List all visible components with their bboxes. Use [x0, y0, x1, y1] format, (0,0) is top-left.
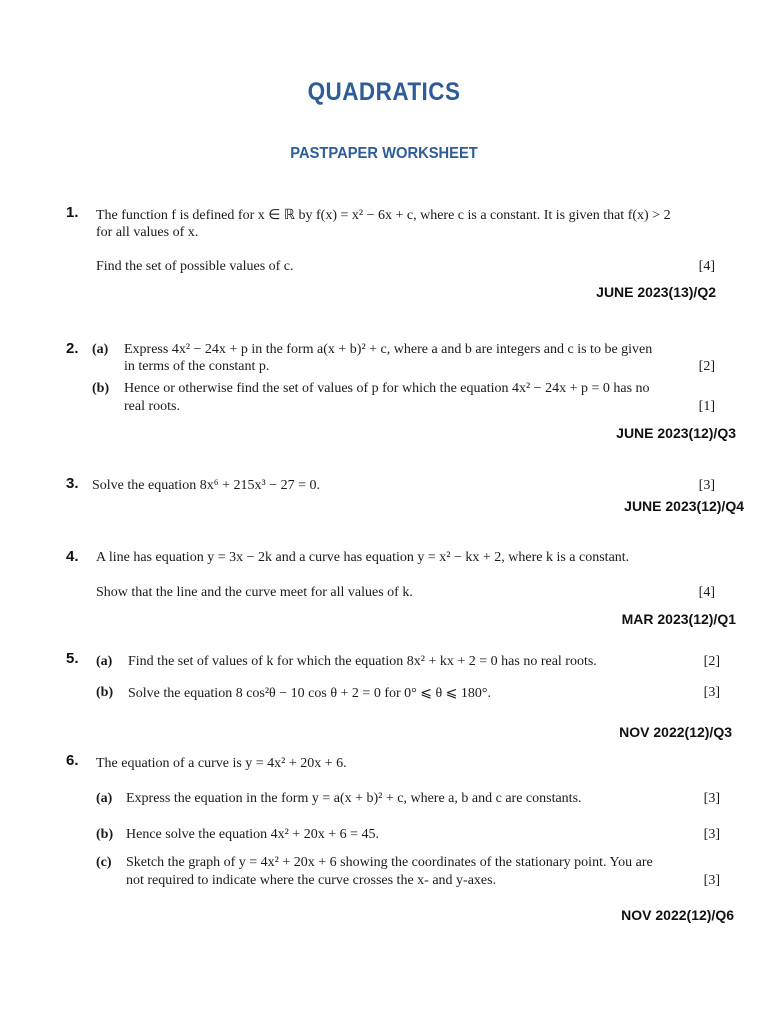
- question-5-number: 5.: [66, 650, 79, 667]
- question-6c-line-1: Sketch the graph of y = 4x² + 20x + 6 showing the coordinates of the stationary point. You are: [126, 855, 653, 870]
- question-2b-label: (b): [92, 381, 110, 396]
- question-6-line-1: The equation of a curve is y = 4x² + 20x + 6.: [96, 756, 347, 771]
- question-2-number: 2.: [66, 340, 79, 357]
- question-6c-label: (c): [96, 855, 112, 870]
- page-title: QUADRATICS: [307, 78, 461, 106]
- question-5-source: NOV 2022(12)/Q3: [619, 724, 732, 740]
- question-5a-label: (a): [96, 654, 113, 669]
- question-3-line-1: Solve the equation 8x⁶ + 215x³ − 27 = 0.: [92, 478, 320, 493]
- question-6-number: 6.: [66, 752, 79, 769]
- question-5a-marks: [2]: [703, 654, 720, 669]
- question-6c-line-2: not required to indicate where the curve crosses the x- and y-axes.: [126, 873, 497, 888]
- question-2b-line-2: real roots.: [124, 399, 180, 414]
- question-1-number: 1.: [66, 204, 79, 221]
- question-1-line-1: The function f is defined for x ∈ ℝ by f(x) = x² − 6x + c, where c is a constant. It is given that f(x) > 2: [96, 208, 671, 223]
- question-2a-line-1: Express 4x² − 24x + p in the form a(x + b)² + c, where a and b are integers and c is to be given: [124, 342, 653, 357]
- question-5b-marks: [3]: [703, 685, 720, 700]
- question-2a-label: (a): [92, 342, 109, 357]
- page-subtitle: PASTPAPER WORKSHEET: [290, 145, 478, 162]
- question-5b-line-1: Solve the equation 8 cos²θ − 10 cos θ + 2 = 0 for 0° ⩽ θ ⩽ 180°.: [128, 686, 492, 701]
- question-2a-line-2: in terms of the constant p.: [124, 359, 270, 374]
- question-1-marks: [4]: [698, 259, 715, 274]
- question-2a-marks: [2]: [698, 359, 715, 374]
- question-5a-line-1: Find the set of values of k for which the equation 8x² + kx + 2 = 0 has no real roots.: [128, 654, 597, 669]
- question-1-line-3: Find the set of possible values of c.: [96, 259, 294, 274]
- question-4-line-2: Show that the line and the curve meet for all values of k.: [96, 585, 413, 600]
- question-4-marks: [4]: [698, 585, 715, 600]
- question-6b-label: (b): [96, 827, 114, 842]
- question-4-source: MAR 2023(12)/Q1: [621, 611, 736, 627]
- question-2b-line-1: Hence or otherwise find the set of values of p for which the equation 4x² − 24x + p = 0 has no: [124, 381, 650, 396]
- question-3-source: JUNE 2023(12)/Q4: [624, 498, 744, 514]
- question-1-source: JUNE 2023(13)/Q2: [596, 284, 716, 300]
- question-6b-line-1: Hence solve the equation 4x² + 20x + 6 = 45.: [126, 827, 379, 842]
- question-6a-marks: [3]: [703, 791, 720, 806]
- question-3-marks: [3]: [698, 478, 715, 493]
- question-6a-line-1: Express the equation in the form y = a(x + b)² + c, where a, b and c are constants.: [126, 791, 582, 806]
- question-6-source: NOV 2022(12)/Q6: [621, 907, 734, 923]
- question-4-number: 4.: [66, 548, 79, 565]
- question-5b-label: (b): [96, 685, 114, 700]
- question-2-source: JUNE 2023(12)/Q3: [616, 425, 736, 441]
- question-6c-marks: [3]: [703, 873, 720, 888]
- question-4-line-1: A line has equation y = 3x − 2k and a curve has equation y = x² − kx + 2, where k is a constant.: [96, 550, 630, 565]
- question-6a-label: (a): [96, 791, 113, 806]
- question-1-line-2: for all values of x.: [96, 225, 199, 240]
- question-3-number: 3.: [66, 475, 79, 492]
- question-2b-marks: [1]: [698, 399, 715, 414]
- question-6b-marks: [3]: [703, 827, 720, 842]
